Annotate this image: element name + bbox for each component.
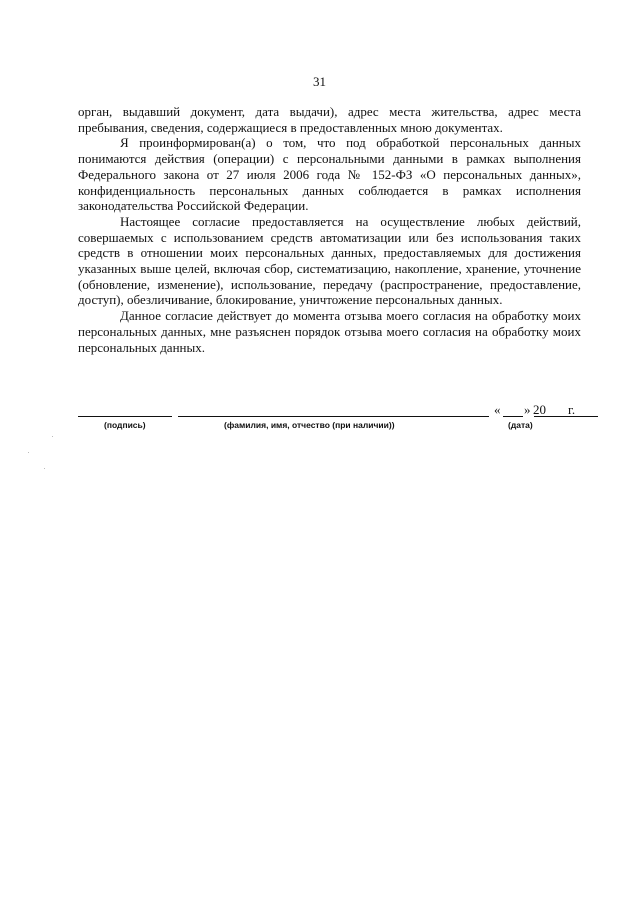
- day-line: [503, 402, 523, 417]
- caption-full-name: (фамилия, имя, отчество (при наличии)): [224, 420, 395, 430]
- paragraph-informed: Я проинформирован(а) о том, что под обработкой персональных данных понимаются действия (операции) с персональными данными в рамках выполнения Федерального закона от 27 июля 2006 года № 152-ФЗ «О персональных данных», конфиденциальность персональных данных соблюдается в рамках исполнения законодательства Российской Федерации.: [78, 135, 581, 214]
- scan-speck: [52, 436, 53, 437]
- scan-speck: [44, 468, 45, 469]
- paragraph-continuation: орган, выдавший документ, дата выдачи), адрес места жительства, адрес места пребывания, сведения, содержащиеся в предоставленных мною документах.: [78, 104, 581, 135]
- scan-speck: [28, 452, 29, 453]
- paragraph-consent-validity: Данное согласие действует до момента отзыва моего согласия на обработку моих персональных данных, мне разъяснен порядок отзыва моего согласия на обработку моих персональных данных.: [78, 308, 581, 355]
- caption-date: (дата): [508, 420, 533, 430]
- page-number: 31: [313, 74, 326, 89]
- date-quote-close: »: [524, 402, 531, 417]
- year-suffix: г.: [568, 402, 576, 417]
- year-prefix-text: 20: [533, 402, 546, 417]
- signature-line: [78, 402, 172, 417]
- date-quote-open: «: [494, 402, 501, 417]
- caption-signature: (подпись): [104, 420, 146, 430]
- full-name-line: [178, 402, 489, 417]
- document-body: [78, 104, 581, 355]
- paragraph-consent-scope: Настоящее согласие предоставляется на осуществление любых действий, совершаемых с использованием средств автоматизации или без использования таких средств в отношении моих персональных данных, предоставляемых для достижения указанных выше целей, включая сбор, систематизацию, накопление, хранение, уточнение (обновление, изменение), использование, передачу (распространение, предоставление, доступ), обезличивание, блокирование, уничтожение персональных данных.: [78, 213, 581, 308]
- month-line: [534, 402, 598, 417]
- signature-row: [78, 402, 581, 420]
